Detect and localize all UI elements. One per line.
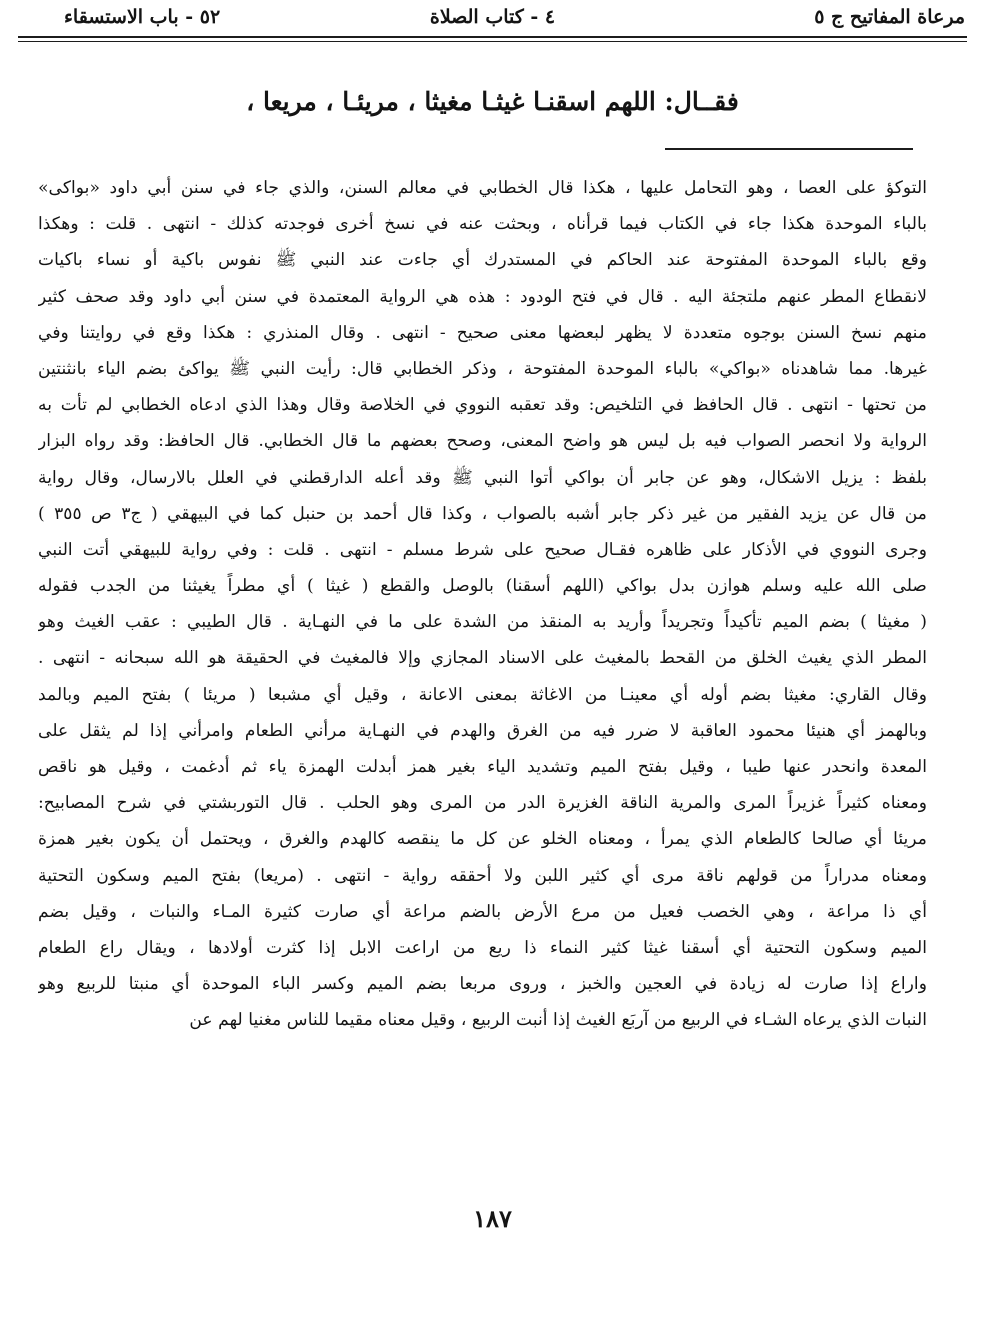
commentary-line: غيرها. مما شاهدناه «بواكي» بالباء الموحدة المفتوحة ، وذكر الخطابي قال: رأيت النبي ﷺ يواكئ بضم الياء بانثنتين bbox=[38, 358, 927, 379]
commentary-line: المعدة وانحدر عنها طيبا ، وقيل بفتح الميم وتشديد الياء بغير همز أبدلت الهمزة ياء ثم أدغمت ، وقيل هو ناقص bbox=[38, 757, 927, 777]
commentary-line: المطر الذي يغيث الخلق من القحط بالمغيث على الاسناد المجازي وإلا فالمغيث في الحقيقة هو الله سبحانه - انتهى . bbox=[38, 648, 927, 669]
commentary-line: لانقطاع المطر عنهم ملتجئة اليه . قال في فتح الودود : هذه هي الرواية المعتمدة في سنن أبي داود وقد صحف كثير bbox=[38, 286, 927, 307]
commentary-line: من قال عن يزيد الفقير من غير ذكر جابر أشبه بالصواب ، وكذا قال أحمد بن حنبل كما في البيهقي ( ج٣ ص ٣٥٥ ) bbox=[38, 503, 927, 524]
commentary-line: النبات الذي يرعاه الشـاء في الربيع من آربَع الغيث إذا أنبت الربيع ، وقيل معناه مقيما للناس مغنيا لهم عن bbox=[189, 1010, 927, 1031]
commentary-line: التوكؤ على العصا ، وهو التحامل عليها ، هكذا قال الخطابي في معالم السنن، والذي جاء في سنن أبي داود «بواكى» bbox=[38, 178, 927, 198]
commentary-line: بلفظ : يزيل الاشكال، وهو عن جابر أن بواكي أتوا النبي ﷺ وقد أعله الدارقطني في العلل بالارسال، وقال رواية bbox=[38, 467, 927, 488]
commentary-line: بالباء الموحدة هكذا جاء في الكتاب فيما قرأناه ، وبحثت عنه في نسخ أخرى فوجدته كذلك - انتهى . قلت : وهكذا bbox=[38, 214, 927, 235]
commentary-line: من تحتها - انتهى . قال الحافظ في التلخيص: وقد تعقبه النووي في الخلاصة وقال وهذا الذي ادعاه الخطابي لم تأت به bbox=[38, 395, 927, 416]
commentary-body bbox=[38, 170, 927, 1039]
book-title: مرعاة المفاتيح ج ٥ bbox=[814, 6, 965, 28]
commentary-line: ومعناه مدراراً من قولهم ناقة مرى أي كثير اللبن ولا أحققه رواية - انتهى . (مريعا) بفتح الميم وسكون التحتية bbox=[38, 865, 927, 886]
commentary-line: أي ذا مراعة ، وهي الخصب فعيل من مرع الأرض بالضم مراعة أي صارت كثيرة المـاء والنبات ، وقيل بضم bbox=[38, 901, 927, 922]
header-rule bbox=[18, 36, 967, 42]
commentary-line: وقع بالباء الموحدة المفتوحة عند الحاكم في المستدرك أي جاءت عند النبي ﷺ نفوس باكية أو نساء باكيات bbox=[38, 250, 927, 271]
commentary-line: الميم وسكون التحتية أي أسقنا غيثا كثير النماء ذا ريع من اراعت الابل إذا كثرت أولادها ، ويقال راع الطعام bbox=[38, 937, 927, 958]
commentary-line: وجرى النووي في الأذكار على ظاهره فقـال صحيح على شرط مسلم - انتهى . قلت : وفي رواية للبيهقي أتت النبي bbox=[38, 539, 927, 560]
commentary-line: مريئا أي صالحا كالطعام الذي يمرأ ، ومعناه الخلو عن كل ما ينقصه كالهدم والغرق ، ويحتمل أن يكون بغير همزة bbox=[38, 829, 927, 850]
commentary-line: واراع إذا صارت له زيادة في العجين والخبز ، وروى مربعا بضم الميم وكسر الباء الموحدة أي منبتا للربيع وهو bbox=[38, 974, 927, 995]
commentary-line: منهم نسخ السنن بوجوه متعددة لا يظهر لبعضها معنى صحيح - انتهى . وقال المنذري : هكذا وقع في روايتنا وفي bbox=[38, 322, 927, 343]
section-title: ٥٢ - باب الاستسقاء bbox=[64, 6, 221, 28]
commentary-line: صلى الله عليه وسلم هوازن بدل بواكي (اللهم أسقنا) بالوصل والقطع ( غيثا ) أي مطراً يغيثنا من الجدب فقوله bbox=[38, 576, 927, 597]
chapter-title: ٤ - كتاب الصلاة bbox=[429, 6, 556, 28]
page-number: ١٨٧ bbox=[473, 1204, 512, 1233]
separator-rule bbox=[665, 148, 913, 150]
commentary-line: وقال القاري: مغيثا بضم أوله أي معينـا من الاغاثة بمعنى الاعانة ، وقيل أي مشبعا ( مريئا ) بفتح الميم وبالمد bbox=[38, 684, 927, 705]
commentary-line: الرواية ولا انحصر الصواب فيه بل ليس هو واضح المعنى، وصحح بعضهم ما قال الخطابي. قال الحافظ: وقد رواه البزار bbox=[38, 431, 927, 452]
hadith-text: فقــال: اللهم اسقنـا غيثـا مغيثا ، مريئـا ، مريعا ، bbox=[246, 87, 739, 116]
running-header bbox=[18, 2, 967, 32]
commentary-line: ( مغيثا ) بضم الميم تأكيداً وتجريداً وأريد به المنقذ من الشدة على ما في النهـاية . قال الطيبي : عقب الغيث وهو bbox=[38, 612, 927, 633]
commentary-line: ومعناه كثيراً غزيراً المرى والمرية الناقة الغزيرة الدر من المرى وهو الحلب . قال التوربشتي في شرح المصابيح: bbox=[38, 793, 927, 814]
commentary-line: وبالهمز أي هنيئا محمود العاقبة لا ضرر فيه من الغرق والهدم في النهـاية مرأني الطعام وامرأني إذا لم يثقل على bbox=[38, 720, 927, 741]
